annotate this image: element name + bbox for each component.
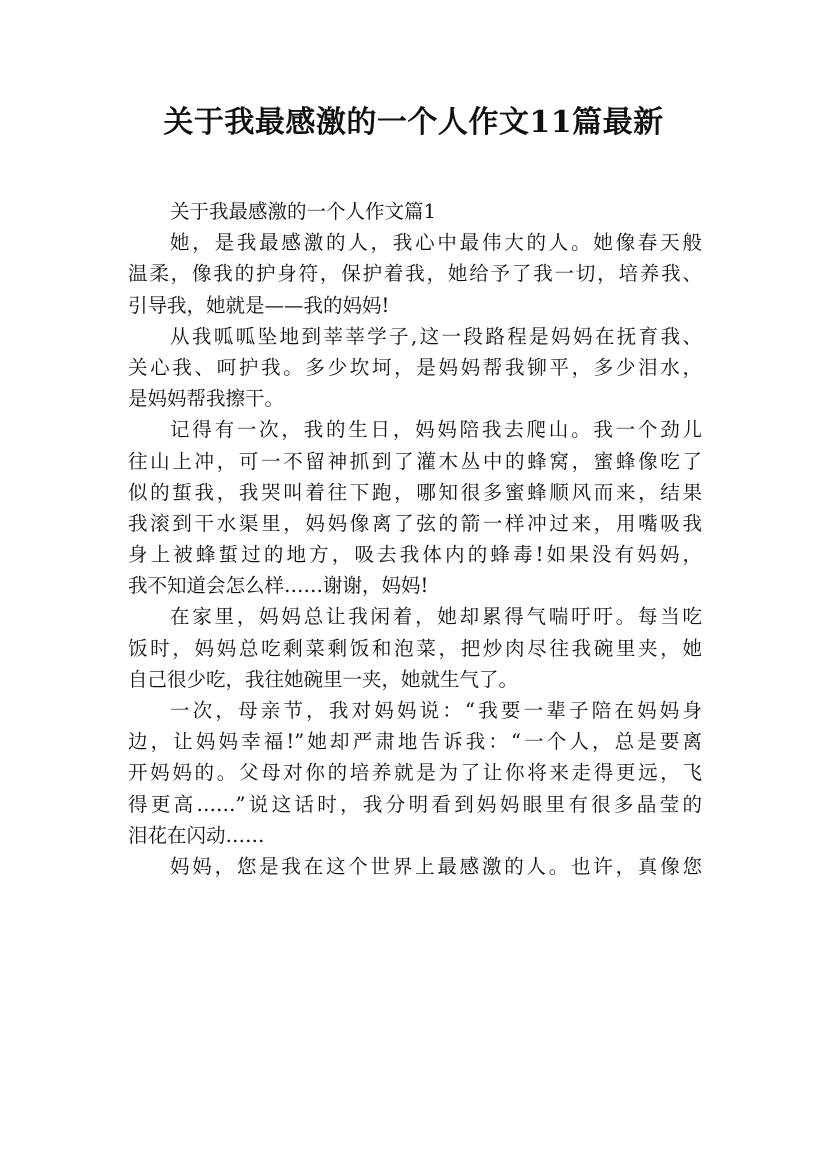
paragraph-line: 在家里，妈妈总让我闲着，她却累得气喘吁吁。每当吃 — [170, 605, 702, 629]
paragraph-line: 身上被蜂蜇过的地方，吸去我体内的蜂毒!如果没有妈妈， — [128, 543, 702, 567]
paragraph-line: 我滚到干水渠里，妈妈像离了弦的箭一样冲过来，用嘴吸我 — [128, 511, 702, 535]
paragraph-line: 开妈妈的。父母对你的培养就是为了让你将来走得更远，飞 — [128, 761, 702, 785]
paragraph-line: 温柔，像我的护身符，保护着我，她给予了我一切，培养我、 — [128, 262, 702, 286]
paragraph-line: 得更高……”说这话时，我分明看到妈妈眼里有很多晶莹的 — [128, 792, 702, 816]
paragraph-line: 妈妈，您是我在这个世界上最感激的人。也许，真像您 — [170, 854, 702, 878]
paragraph-line: 泪花在闪动…… — [128, 823, 265, 847]
paragraph-line: 记得有一次，我的生日，妈妈陪我去爬山。我一个劲儿 — [170, 418, 702, 442]
paragraph-line: 引导我，她就是——我的妈妈! — [128, 293, 390, 317]
paragraph-line: 边，让妈妈幸福!”她却严肃地告诉我：“一个人，总是要离 — [128, 730, 702, 754]
paragraph-line: 关心我、呵护我。多少坎坷，是妈妈帮我铆平，多少泪水， — [128, 355, 702, 379]
document-title: 关于我最感激的一个人作文11篇最新 — [163, 105, 664, 140]
essay-heading: 关于我最感激的一个人作文篇1 — [170, 200, 436, 223]
paragraph-line: 她，是我最感激的人，我心中最伟大的人。她像春天般 — [170, 231, 702, 255]
paragraph-line: 是妈妈帮我擦干。 — [128, 387, 285, 411]
paragraph-line: 自己很少吃，我往她碗里一夹，她就生气了。 — [128, 667, 519, 691]
paragraph-line: 似的蜇我，我哭叫着往下跑，哪知很多蜜蜂顺风而来，结果 — [128, 480, 702, 504]
paragraph-line: 往山上冲，可一不留神抓到了灌木丛中的蜂窝，蜜蜂像吃了 — [128, 449, 702, 473]
paragraph-line: 一次，母亲节，我对妈妈说：“我要一辈子陪在妈妈身 — [170, 699, 702, 722]
paragraph-line: 饭时，妈妈总吃剩菜剩饭和泡菜，把炒肉尽往我碗里夹，她 — [128, 636, 702, 660]
paragraph-line: 我不知道会怎么样……谢谢，妈妈! — [128, 574, 429, 598]
document-body — [128, 196, 702, 882]
paragraph-line: 从我呱呱坠地到莘莘学子,这一段路程是妈妈在抚育我、 — [170, 324, 702, 348]
